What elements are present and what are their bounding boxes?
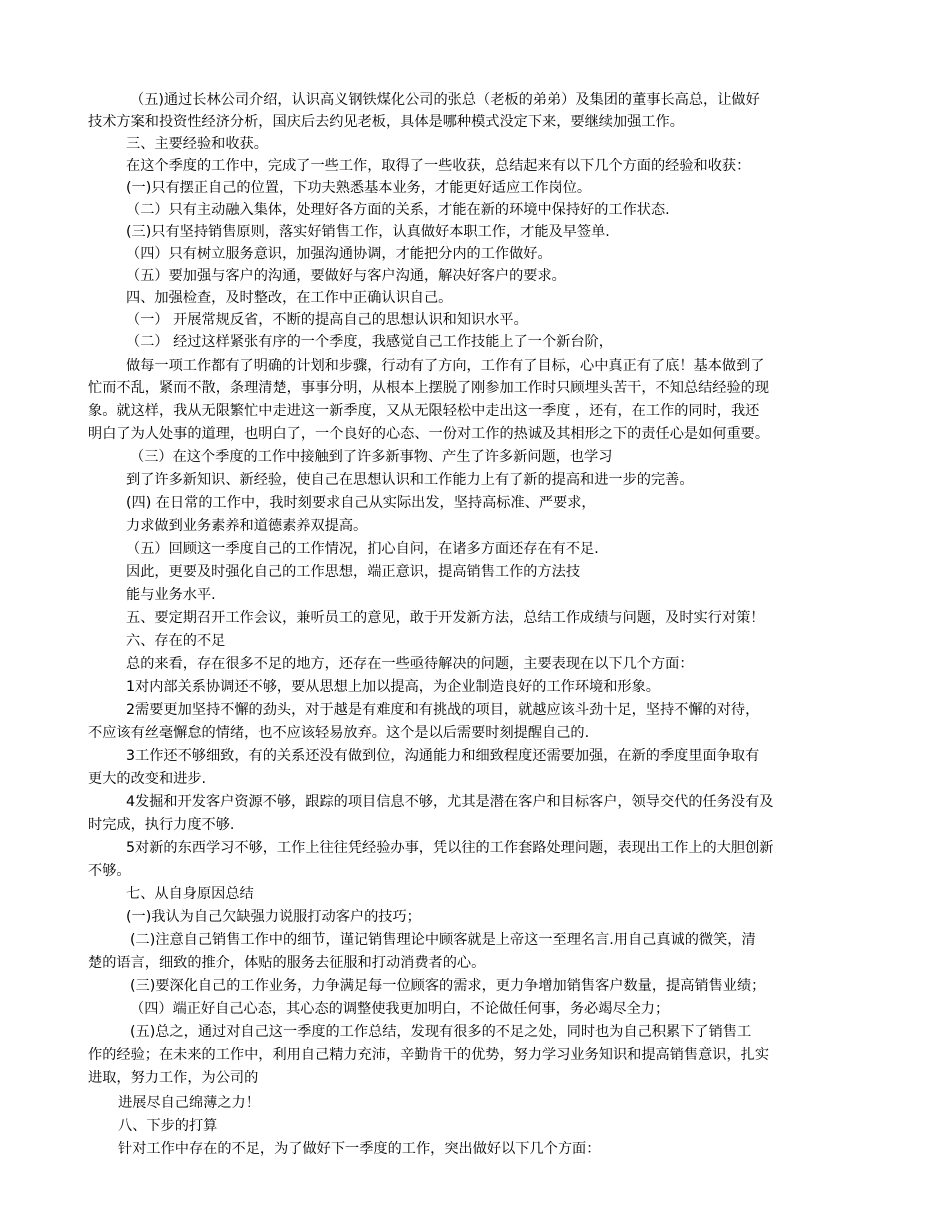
paragraph-line: 总的来看，存在很多不足的地方，还存在一些亟待解决的问题，主要表现在以下几个方面： xyxy=(126,656,694,672)
paragraph-line: 进取，努力工作，为公司的 xyxy=(88,1070,259,1086)
list-item: (一)我认为自己欠缺强力说服打动客户的技巧； xyxy=(126,909,421,925)
paragraph-line: 不应该有丝毫懈怠的情绪，也不应该轻易放弃。这个是以后需要时刻提醒自己的. xyxy=(88,725,590,741)
paragraph-line: 技术方案和投资性经济分析，国庆后去约见老板，具体是哪种模式没定下来，要继续加强工作。 xyxy=(88,114,684,130)
paragraph-line: 忙而不乱，紧而不散，条理清楚，事事分明，从根本上摆脱了刚参加工作时只顾埋头苦干，不知总结经验的现 xyxy=(88,380,770,396)
list-item: 5对新的东西学习不够，工作上往往凭经验办事，凭以往的工作套路处理问题，表现出工作上的大胆创新 xyxy=(126,840,774,856)
list-item: (四) 在日常的工作中，我时刻要求自己从实际出发，坚持高标准、严要求， xyxy=(126,495,596,511)
section-heading: 七、从自身原因总结 xyxy=(126,886,254,902)
list-item: 1对内部关系协调还不够，要从思想上加以提高，为企业制造良好的工作环境和形象。 xyxy=(126,679,660,695)
list-item: 2需要更加坚持不懈的劲头，对于越是有难度和有挑战的项目，就越应该斗劲十足，坚持不懈的对待， xyxy=(126,702,760,718)
list-item: (三)只有坚持销售原则，落实好销售工作，认真做好本职工作，才能及早签单. xyxy=(126,224,610,240)
list-item: (二)注意自己销售工作中的细节，谨记销售理论中顾客就是上帝这一至理名言.用自己真诚的微笑，清 xyxy=(130,932,756,948)
list-item: （二）只有主动融入集体，处理好各方面的关系，才能在新的环境中保持好的工作状态. xyxy=(126,202,670,218)
list-item: 4发掘和开发客户资源不够，跟踪的项目信息不够，尤其是潜在客户和目标客户，领导交代的任务没有及 xyxy=(126,794,774,810)
paragraph-line: 到了许多新知识、新经验，使自己在思想认识和工作能力上有了新的提高和进一步的完善。 xyxy=(126,472,694,488)
paragraph-line: 能与业务水平. xyxy=(126,587,216,603)
list-item: （一） 开展常规反省，不断的提高自己的思想认识和知识水平。 xyxy=(126,312,528,328)
paragraph-line: 力求做到业务素养和道德素养双提高。 xyxy=(126,518,368,534)
list-item: （二） 经过这样紧张有序的一个季度，我感觉自己工作技能上了一个新台阶， xyxy=(126,334,613,350)
list-item: (一)只有摆正自己的位置，下功夫熟悉基本业务，才能更好适应工作岗位。 xyxy=(126,180,592,196)
paragraph-line: 进展尽自己绵薄之力！ xyxy=(118,1095,260,1111)
section-heading: 三、主要经验和收获。 xyxy=(126,136,268,152)
section-heading: 八、下步的打算 xyxy=(118,1118,218,1134)
paragraph-line: 不够。 xyxy=(88,863,131,879)
section-heading: 六、存在的不足 xyxy=(126,633,226,649)
list-item: (三)要深化自己的工作业务，力争满足每一位顾客的需求，更力争增加销售客户数量，提高销售业绩； xyxy=(130,978,766,994)
paragraph-line: 在这个季度的工作中，完成了一些工作，取得了一些收获，总结起来有以下几个方面的经验和收获： xyxy=(126,158,751,174)
paragraph-line: 更大的改变和进步. xyxy=(88,771,207,787)
paragraph-line: 针对工作中存在的不足，为了做好下一季度的工作，突出做好以下几个方面： xyxy=(118,1141,601,1157)
list-item: (五)总之，通过对自己这一季度的工作总结，发现有很多的不足之处，同时也为自己积累下了销售工 xyxy=(130,1024,752,1040)
paragraph-line: 因此，更要及时强化自己的工作思想，端正意识，提高销售工作的方法技 xyxy=(126,564,581,580)
paragraph-line: 象。就这样，我从无限繁忙中走进这一新季度，又从无限轻松中走出这一季度 ，还有，在工作的同时，我还 xyxy=(88,403,760,419)
paragraph-line: 楚的语言，细致的推介，体贴的服务去征服和打动消费者的心。 xyxy=(88,955,486,971)
paragraph-line: 作的经验；在未来的工作中，利用自己精力充沛，辛勤肯干的优势，努力学习业务知识和提高销售意识，扎实 xyxy=(88,1047,770,1063)
paragraph-line: 明白了为人处事的道理，也明白了，一个良好的心态、一份对工作的热诚及其相形之下的责任心是如何重要。 xyxy=(88,426,770,442)
section-heading: 四、加强检查，及时整改，在工作中正确认识自己。 xyxy=(126,290,453,306)
list-item: （五）回顾这一季度自己的工作情况，扪心自问，在诸多方面还存在有不足. xyxy=(126,541,599,557)
list-item: （三）在这个季度的工作中接触到了许多新事物、产生了许多新问题，也学习 xyxy=(130,449,613,465)
paragraph-line: 做每一项工作都有了明确的计划和步骤，行动有了方向，工作有了目标，心中真正有了底！基本做到了 xyxy=(126,358,765,374)
list-item: 3工作还不够细致，有的关系还没有做到位，沟通能力和细致程度还需要加强，在新的季度里面争取有 xyxy=(126,748,760,764)
paragraph-line: （五)通过长林公司介绍，认识高义钢铁煤化公司的张总（老板的弟弟）及集团的董事长高总，让做好 xyxy=(130,92,760,108)
list-item: （四）只有树立服务意识，加强沟通协调，才能把分内的工作做好。 xyxy=(126,246,552,262)
list-item: （五）要加强与客户的沟通，要做好与客户沟通，解决好客户的要求。 xyxy=(126,268,566,284)
section-heading: 五、要定期召开工作会议，兼听员工的意见，敢于开发新方法，总结工作成绩与问题，及时实行对策！ xyxy=(126,610,765,626)
paragraph-line: 时完成，执行力度不够. xyxy=(88,817,235,833)
list-item: （四）端正好自己心态，其心态的调整使我更加明白，不论做任何事，务必竭尽全力； xyxy=(130,1001,670,1017)
